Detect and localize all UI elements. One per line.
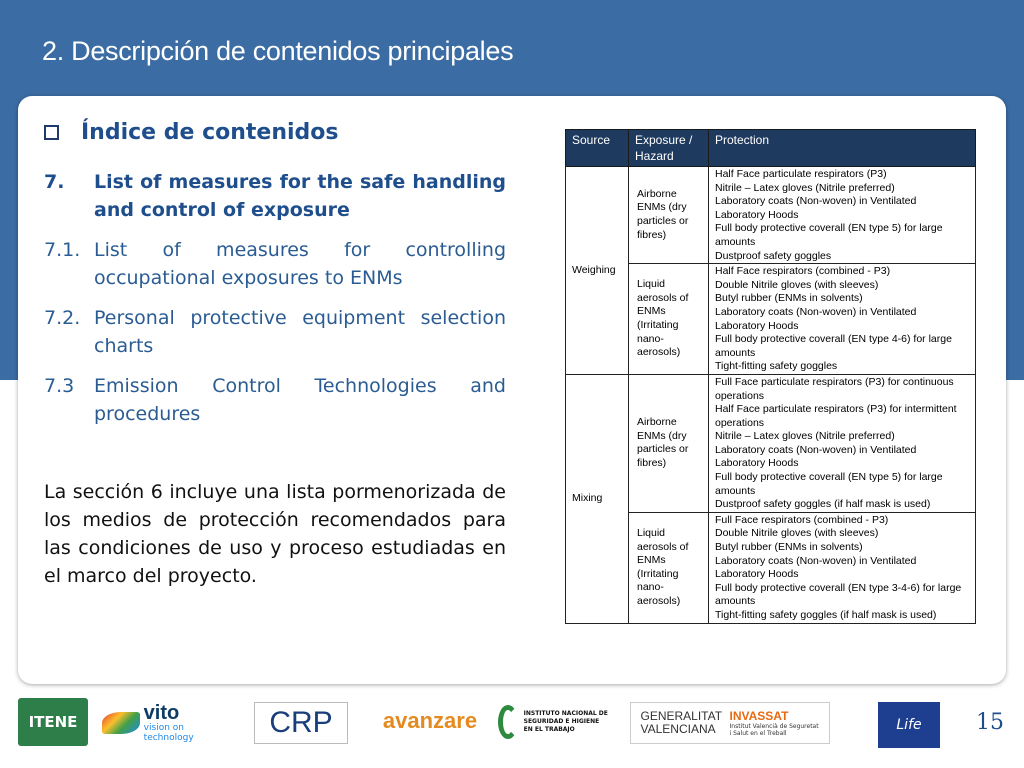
toc-item (44, 236, 506, 292)
hazard-cell: Airborne ENMs (dry particles or fibres) (629, 374, 709, 512)
toc-item-text: List of measures for the safe handling and control of exposure (94, 171, 506, 221)
vito-name: vito (143, 702, 180, 724)
toc-item-text: List of measures for controlling occupational exposures to ENMs (94, 239, 506, 289)
protection-item: Half Face respirators (combined - P3) (715, 265, 891, 278)
crp-logo (254, 702, 348, 744)
life-logo-text: Life (896, 717, 922, 733)
protection-item: Dustproof safety goggles (715, 249, 832, 262)
vito-mark-icon (102, 712, 140, 734)
toc-item (44, 304, 506, 360)
protection-item: Laboratory coats (Non-woven) in Ventilated Laboratory Hoods (715, 554, 917, 581)
gva-logo-text: GENERALITAT VALENCIANA (640, 709, 722, 736)
protection-item: Nitrile – Latex gloves (Nitrile preferred) (715, 181, 895, 194)
protection-item: Full body protective coverall (EN type 3-4-6) for large amounts (715, 581, 962, 608)
avanzare-logo-text: avanzare (382, 708, 478, 733)
header-source: Source (566, 130, 629, 167)
toc-item-text: Personal protective equipment selection charts (94, 307, 506, 357)
protection-item: Laboratory coats (Non-woven) in Ventilated Laboratory Hoods (715, 305, 917, 332)
itene-logo (18, 698, 88, 746)
hazard-cell: Liquid aerosols of ENMs (Irritating nano-aerosols) (629, 264, 709, 375)
toc-item (44, 372, 506, 428)
protection-cell (709, 512, 976, 623)
protection-cell (709, 374, 976, 512)
source-cell: Mixing (566, 374, 629, 623)
source-cell: Weighing (566, 167, 629, 375)
checkbox-bullet-icon (44, 125, 59, 140)
protection-cell (709, 264, 976, 375)
slide-title: 2. Descripción de contenidos principales (42, 36, 514, 66)
protection-item: Full body protective coverall (EN type 4-6) for large amounts (715, 333, 952, 359)
protection-item: Full body protective coverall (EN type 5) for large amounts (715, 222, 943, 248)
hazard-cell: Airborne ENMs (dry particles or fibres) (629, 167, 709, 264)
protection-item: Double Nitrile gloves (with sleeves) (715, 278, 879, 291)
protection-item: Laboratory coats (Non-woven) in Ventilated Laboratory Hoods (715, 443, 917, 470)
ppe-table (565, 129, 976, 624)
table-row (566, 167, 976, 264)
crp-logo-text: CRP (269, 706, 333, 739)
protection-item: Butyl rubber (ENMs in solvents) (715, 292, 863, 305)
toc-item (44, 168, 506, 224)
toc-item-number: 7. (44, 171, 65, 193)
protection-item: Full Face respirators (combined - P3) (715, 513, 889, 526)
invassat-subtitle: Institut Valencià de Seguretat i Salut en el Treball (729, 723, 819, 737)
toc-item-number: 7.1. (44, 239, 81, 261)
protection-item: Full body protective coverall (EN type 5) for large amounts (715, 471, 943, 497)
protection-item: Dustproof safety goggles (if half mask is used) (715, 498, 931, 511)
protection-item: Full Face particulate respirators (P3) for continuous operations (715, 375, 954, 402)
body-paragraph: La sección 6 incluye una lista pormenorizada de los medios de protección recomendados para las condiciones de uso y proceso estudiadas en el marco del proyecto. (44, 481, 506, 587)
section-heading (44, 120, 339, 145)
header-protection: Protection (709, 130, 976, 167)
itene-logo-text: ITENE (28, 713, 78, 731)
hazard-cell: Liquid aerosols of ENMs (Irritating nano-aerosols) (629, 512, 709, 623)
toc-list (44, 168, 506, 440)
gva-invassat-logo (630, 702, 830, 744)
section-title: Índice de contenidos (81, 120, 339, 145)
avanzare-logo (372, 706, 488, 736)
vito-logo (102, 704, 236, 742)
protection-item: Tight-fitting safety goggles (if half mask is used) (715, 609, 937, 621)
protection-item: Tight-fitting safety goggles (715, 360, 838, 373)
protection-cell (709, 167, 976, 264)
vito-tagline: vision on technology (143, 723, 194, 743)
insht-logo (498, 702, 610, 742)
life-logo (878, 702, 940, 748)
protection-item: Half Face particulate respirators (P3) (715, 168, 887, 180)
insht-mark-icon (498, 705, 518, 739)
table-header-row (566, 130, 976, 167)
invassat-logo-text: INVASSAT (729, 709, 789, 723)
footer-logos (0, 690, 1024, 768)
header-hazard: Exposure / Hazard (629, 130, 709, 167)
protection-item: Butyl rubber (ENMs in solvents) (715, 541, 863, 554)
toc-item-text: Emission Control Technologies and procedures (94, 375, 506, 425)
protection-item: Nitrile – Latex gloves (Nitrile preferred) (715, 430, 895, 443)
table-row (566, 374, 976, 512)
toc-item-number: 7.3 (44, 375, 75, 397)
protection-item: Double Nitrile gloves (with sleeves) (715, 527, 879, 540)
toc-item-number: 7.2. (44, 307, 81, 329)
insht-logo-text: INSTITUTO NACIONAL DE SEGURIDAD E HIGIENE EN EL TRABAJO (523, 710, 608, 733)
protection-item: Laboratory coats (Non-woven) in Ventilated Laboratory Hoods (715, 195, 917, 221)
page-number: 15 (976, 710, 1004, 735)
protection-item: Half Face particulate respirators (P3) for intermittent operations (715, 403, 957, 429)
